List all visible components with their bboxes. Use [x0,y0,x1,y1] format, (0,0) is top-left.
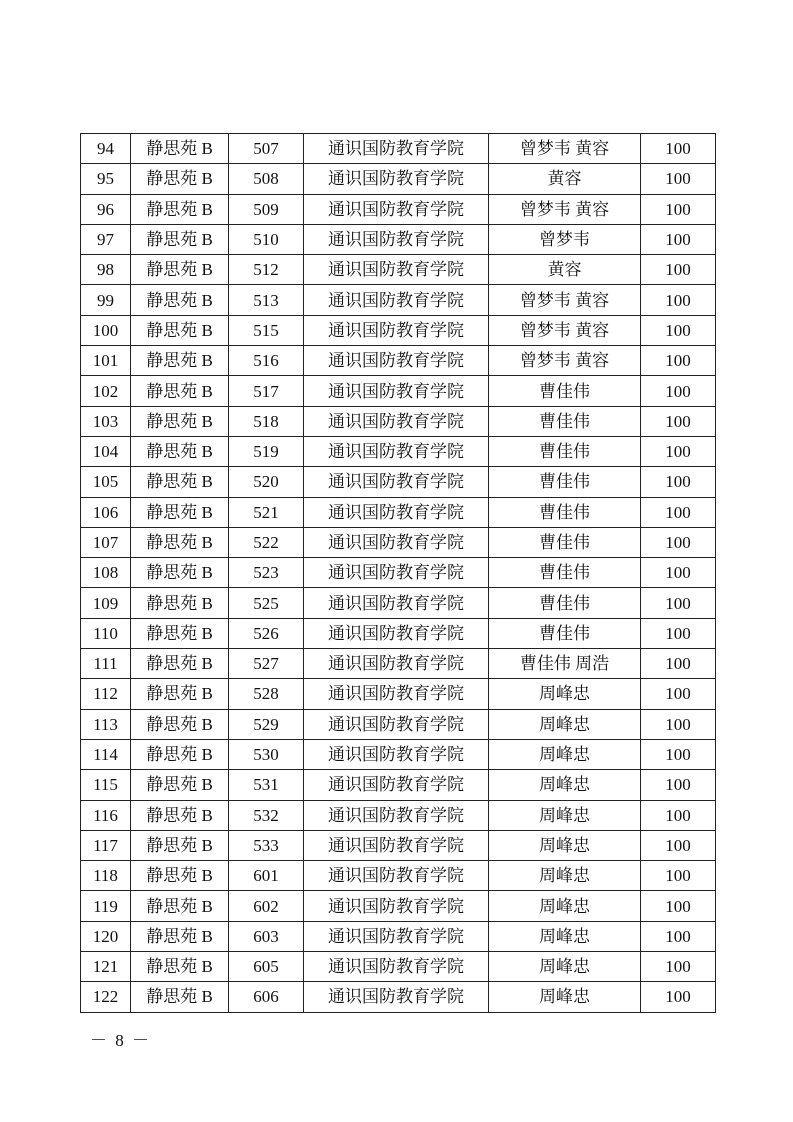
score-cell: 100 [641,800,716,830]
building-cell: 静思苑 B [131,527,229,557]
college-cell: 通识国防教育学院 [304,739,489,769]
room-number-cell: 518 [229,406,304,436]
staff-names-cell: 曹佳伟 [489,558,641,588]
room-number-cell: 510 [229,224,304,254]
room-number-cell: 509 [229,194,304,224]
building-cell: 静思苑 B [131,436,229,466]
staff-names-cell: 曹佳伟 [489,376,641,406]
room-number-cell: 516 [229,346,304,376]
table-row [81,952,716,982]
row-number-cell: 103 [81,406,131,436]
building-cell: 静思苑 B [131,255,229,285]
table-row [81,376,716,406]
staff-names-cell: 曹佳伟 [489,406,641,436]
college-cell: 通识国防教育学院 [304,285,489,315]
table-row [81,921,716,951]
room-number-cell: 515 [229,315,304,345]
score-cell: 100 [641,588,716,618]
building-cell: 静思苑 B [131,952,229,982]
table-row [81,588,716,618]
table-row [81,800,716,830]
college-cell: 通识国防教育学院 [304,315,489,345]
table-body [81,134,716,1013]
table-row [81,709,716,739]
staff-names-cell: 周峰忠 [489,709,641,739]
score-cell: 100 [641,649,716,679]
score-cell: 100 [641,739,716,769]
building-cell: 静思苑 B [131,315,229,345]
room-number-cell: 528 [229,679,304,709]
room-number-cell: 512 [229,255,304,285]
room-number-cell: 508 [229,164,304,194]
staff-names-cell: 黄容 [489,255,641,285]
college-cell: 通识国防教育学院 [304,497,489,527]
building-cell: 静思苑 B [131,164,229,194]
score-cell: 100 [641,709,716,739]
staff-names-cell: 黄容 [489,164,641,194]
college-cell: 通识国防教育学院 [304,618,489,648]
room-number-cell: 530 [229,739,304,769]
building-cell: 静思苑 B [131,770,229,800]
score-cell: 100 [641,770,716,800]
score-cell: 100 [641,224,716,254]
room-number-cell: 523 [229,558,304,588]
college-cell: 通识国防教育学院 [304,406,489,436]
room-number-cell: 601 [229,861,304,891]
score-cell: 100 [641,679,716,709]
building-cell: 静思苑 B [131,467,229,497]
staff-names-cell: 曾梦韦 黄容 [489,346,641,376]
staff-names-cell: 曾梦韦 [489,224,641,254]
score-cell: 100 [641,618,716,648]
row-number-cell: 105 [81,467,131,497]
score-cell: 100 [641,134,716,164]
staff-names-cell: 曾梦韦 黄容 [489,134,641,164]
building-cell: 静思苑 B [131,800,229,830]
row-number-cell: 113 [81,709,131,739]
building-cell: 静思苑 B [131,709,229,739]
room-number-cell: 526 [229,618,304,648]
row-number-cell: 108 [81,558,131,588]
building-cell: 静思苑 B [131,194,229,224]
score-cell: 100 [641,194,716,224]
table-row [81,830,716,860]
row-number-cell: 121 [81,952,131,982]
dormitory-score-table [80,133,716,1013]
staff-names-cell: 周峰忠 [489,830,641,860]
score-cell: 100 [641,527,716,557]
staff-names-cell: 周峰忠 [489,952,641,982]
college-cell: 通识国防教育学院 [304,891,489,921]
building-cell: 静思苑 B [131,497,229,527]
college-cell: 通识国防教育学院 [304,255,489,285]
score-cell: 100 [641,982,716,1012]
table-row [81,436,716,466]
score-cell: 100 [641,164,716,194]
room-number-cell: 606 [229,982,304,1012]
row-number-cell: 109 [81,588,131,618]
score-cell: 100 [641,497,716,527]
staff-names-cell: 周峰忠 [489,739,641,769]
room-number-cell: 605 [229,952,304,982]
staff-names-cell: 周峰忠 [489,770,641,800]
college-cell: 通识国防教育学院 [304,467,489,497]
score-cell: 100 [641,285,716,315]
table-row [81,406,716,436]
table-row [81,285,716,315]
college-cell: 通识国防教育学院 [304,830,489,860]
building-cell: 静思苑 B [131,739,229,769]
room-number-cell: 522 [229,527,304,557]
room-number-cell: 532 [229,800,304,830]
score-cell: 100 [641,467,716,497]
room-number-cell: 517 [229,376,304,406]
building-cell: 静思苑 B [131,558,229,588]
staff-names-cell: 周峰忠 [489,921,641,951]
staff-names-cell: 曹佳伟 [489,436,641,466]
row-number-cell: 98 [81,255,131,285]
table-row [81,679,716,709]
college-cell: 通识国防教育学院 [304,921,489,951]
table-row [81,527,716,557]
table-row [81,164,716,194]
room-number-cell: 603 [229,921,304,951]
score-cell: 100 [641,861,716,891]
staff-names-cell: 周峰忠 [489,800,641,830]
row-number-cell: 102 [81,376,131,406]
row-number-cell: 111 [81,649,131,679]
staff-names-cell: 周峰忠 [489,982,641,1012]
staff-names-cell: 曹佳伟 [489,588,641,618]
row-number-cell: 100 [81,315,131,345]
row-number-cell: 120 [81,921,131,951]
row-number-cell: 107 [81,527,131,557]
table-row [81,255,716,285]
table-row [81,134,716,164]
table-row [81,770,716,800]
college-cell: 通识国防教育学院 [304,376,489,406]
room-number-cell: 507 [229,134,304,164]
table-row [81,467,716,497]
staff-names-cell: 曾梦韦 黄容 [489,285,641,315]
college-cell: 通识国防教育学院 [304,558,489,588]
room-number-cell: 521 [229,497,304,527]
college-cell: 通识国防教育学院 [304,164,489,194]
college-cell: 通识国防教育学院 [304,709,489,739]
row-number-cell: 94 [81,134,131,164]
score-cell: 100 [641,891,716,921]
staff-names-cell: 曹佳伟 [489,467,641,497]
row-number-cell: 99 [81,285,131,315]
table-row [81,315,716,345]
building-cell: 静思苑 B [131,649,229,679]
score-cell: 100 [641,315,716,345]
staff-names-cell: 曹佳伟 [489,527,641,557]
room-number-cell: 531 [229,770,304,800]
table-row [81,497,716,527]
college-cell: 通识国防教育学院 [304,224,489,254]
table-row [81,861,716,891]
college-cell: 通识国防教育学院 [304,770,489,800]
row-number-cell: 112 [81,679,131,709]
table-row [81,739,716,769]
row-number-cell: 115 [81,770,131,800]
staff-names-cell: 曾梦韦 黄容 [489,315,641,345]
staff-names-cell: 曹佳伟 [489,618,641,648]
college-cell: 通识国防教育学院 [304,134,489,164]
college-cell: 通识国防教育学院 [304,679,489,709]
building-cell: 静思苑 B [131,134,229,164]
building-cell: 静思苑 B [131,224,229,254]
staff-names-cell: 曾梦韦 黄容 [489,194,641,224]
building-cell: 静思苑 B [131,861,229,891]
staff-names-cell: 曹佳伟 [489,497,641,527]
page-number: － 8 － [90,1031,151,1050]
table-row [81,649,716,679]
building-cell: 静思苑 B [131,982,229,1012]
table-row [81,558,716,588]
score-cell: 100 [641,376,716,406]
building-cell: 静思苑 B [131,285,229,315]
row-number-cell: 118 [81,861,131,891]
building-cell: 静思苑 B [131,588,229,618]
room-number-cell: 602 [229,891,304,921]
table-row [81,891,716,921]
table-row [81,982,716,1012]
table-row [81,618,716,648]
row-number-cell: 122 [81,982,131,1012]
college-cell: 通识国防教育学院 [304,800,489,830]
room-number-cell: 527 [229,649,304,679]
score-cell: 100 [641,406,716,436]
college-cell: 通识国防教育学院 [304,346,489,376]
score-cell: 100 [641,255,716,285]
college-cell: 通识国防教育学院 [304,527,489,557]
score-cell: 100 [641,830,716,860]
building-cell: 静思苑 B [131,830,229,860]
staff-names-cell: 周峰忠 [489,861,641,891]
building-cell: 静思苑 B [131,921,229,951]
building-cell: 静思苑 B [131,376,229,406]
college-cell: 通识国防教育学院 [304,436,489,466]
room-number-cell: 525 [229,588,304,618]
row-number-cell: 101 [81,346,131,376]
building-cell: 静思苑 B [131,406,229,436]
building-cell: 静思苑 B [131,346,229,376]
room-number-cell: 519 [229,436,304,466]
row-number-cell: 104 [81,436,131,466]
row-number-cell: 95 [81,164,131,194]
score-cell: 100 [641,952,716,982]
score-cell: 100 [641,436,716,466]
score-cell: 100 [641,558,716,588]
college-cell: 通识国防教育学院 [304,194,489,224]
staff-names-cell: 周峰忠 [489,679,641,709]
row-number-cell: 117 [81,830,131,860]
room-number-cell: 529 [229,709,304,739]
row-number-cell: 96 [81,194,131,224]
college-cell: 通识国防教育学院 [304,952,489,982]
college-cell: 通识国防教育学院 [304,588,489,618]
row-number-cell: 119 [81,891,131,921]
row-number-cell: 97 [81,224,131,254]
table-row [81,346,716,376]
table-row [81,194,716,224]
building-cell: 静思苑 B [131,679,229,709]
room-number-cell: 513 [229,285,304,315]
staff-names-cell: 曹佳伟 周浩 [489,649,641,679]
college-cell: 通识国防教育学院 [304,982,489,1012]
room-number-cell: 533 [229,830,304,860]
building-cell: 静思苑 B [131,618,229,648]
room-number-cell: 520 [229,467,304,497]
row-number-cell: 106 [81,497,131,527]
staff-names-cell: 周峰忠 [489,891,641,921]
college-cell: 通识国防教育学院 [304,649,489,679]
score-cell: 100 [641,921,716,951]
row-number-cell: 116 [81,800,131,830]
college-cell: 通识国防教育学院 [304,861,489,891]
row-number-cell: 114 [81,739,131,769]
table-row [81,224,716,254]
building-cell: 静思苑 B [131,891,229,921]
row-number-cell: 110 [81,618,131,648]
score-cell: 100 [641,346,716,376]
